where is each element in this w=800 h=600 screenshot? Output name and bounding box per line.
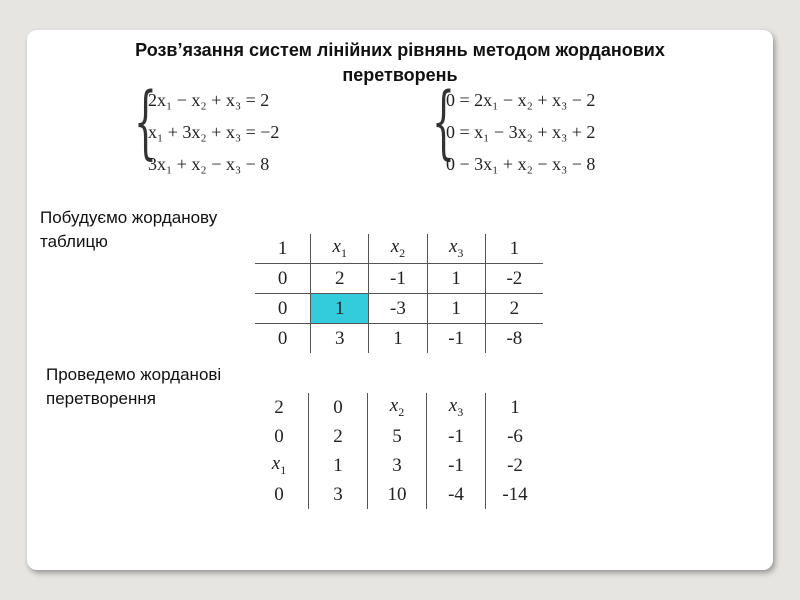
table-cell: 1 xyxy=(427,264,485,294)
table-cell: 5 xyxy=(368,422,427,451)
table-cell: 1 xyxy=(427,294,485,324)
right-brace-icon: { xyxy=(431,75,455,168)
var-x1-index: 1 xyxy=(280,462,287,477)
build-caption-line-2: таблицю xyxy=(40,232,108,251)
right-equation-1: 0 = 2x₁ − x₂ + x₃ − 2 xyxy=(446,90,596,110)
table-cell xyxy=(250,451,309,480)
right-equation-2: 0 = x₁ − 3x₂ + x₃ + 2 xyxy=(446,122,596,142)
table-cell: 0 xyxy=(255,324,311,354)
table-cell: -1 xyxy=(427,422,486,451)
table-cell: 0 xyxy=(255,264,311,294)
table-cell: 3 xyxy=(311,324,369,354)
left-equation-2: x₁ + 3x₂ + x₃ = −2 xyxy=(148,122,280,142)
transform-caption-line-1: Проведемо жорданові xyxy=(46,365,222,384)
var-x3: x xyxy=(448,395,458,417)
table-cell: -2 xyxy=(485,264,543,294)
table1-header-cell: 1 xyxy=(485,234,543,264)
table-cell: -3 xyxy=(369,294,427,324)
left-equation-3: 3x₁ + x₂ − x₃ − 8 xyxy=(148,154,270,174)
table2-header-cell: 2 xyxy=(274,396,284,418)
table2-header-row xyxy=(250,393,544,422)
var-x3-index: 3 xyxy=(457,404,464,419)
table-row xyxy=(255,294,543,324)
var-x1-index: 1 xyxy=(340,245,347,260)
table-row xyxy=(250,422,544,451)
var-x2-index: 2 xyxy=(398,404,405,419)
table-row xyxy=(255,264,543,294)
table-cell: -1 xyxy=(427,451,486,480)
table-cell: 0 xyxy=(274,483,284,505)
title-line-1: Розв’язання систем лінійних рівнянь методом жорданових xyxy=(135,40,665,60)
left-brace-icon: { xyxy=(133,75,157,168)
table-cell: 0 xyxy=(255,294,311,324)
table-cell: -4 xyxy=(427,480,486,509)
var-x2: x xyxy=(389,395,399,417)
table2-header-cell xyxy=(368,393,427,422)
table-cell: -6 xyxy=(486,422,545,451)
build-table-caption xyxy=(40,206,217,254)
table-row xyxy=(250,451,544,480)
table-cell: -2 xyxy=(486,451,545,480)
table1-header-row xyxy=(255,234,543,264)
var-x2: x xyxy=(390,236,400,258)
var-x2-index: 2 xyxy=(399,245,406,260)
table2-header-cell: 1 xyxy=(486,393,545,422)
table-cell: 2 xyxy=(311,264,369,294)
table2-header-cell xyxy=(427,393,486,422)
title-line-2: перетворень xyxy=(342,65,458,85)
table-cell: 0 xyxy=(274,425,284,447)
jordan-table-initial xyxy=(255,234,543,353)
right-equation-system xyxy=(430,75,650,186)
table-cell: -14 xyxy=(486,480,545,509)
slide-title xyxy=(0,38,800,88)
table-cell: -1 xyxy=(427,324,485,354)
table-cell: 2 xyxy=(309,422,368,451)
left-equation-system xyxy=(132,75,352,186)
table1-header-cell xyxy=(369,234,427,264)
table-cell: 3 xyxy=(309,480,368,509)
jordan-table-transformed xyxy=(250,393,544,509)
table-cell: 1 xyxy=(309,451,368,480)
table1-header-cell xyxy=(427,234,485,264)
var-x3-index: 3 xyxy=(457,245,464,260)
right-equation-3: 0 − 3x₁ + x₂ − x₃ − 8 xyxy=(446,154,596,174)
table-cell: 1 xyxy=(369,324,427,354)
var-x1: x xyxy=(271,453,281,475)
pivot-cell: 1 xyxy=(311,294,369,324)
table1-header-cell xyxy=(311,234,369,264)
left-equation-1: 2x₁ − x₂ + x₃ = 2 xyxy=(148,90,270,110)
table-cell: 10 xyxy=(368,480,427,509)
var-x3: x xyxy=(448,236,458,258)
table-row xyxy=(255,324,543,354)
table1-header-cell: 1 xyxy=(277,237,288,259)
table-cell: 2 xyxy=(485,294,543,324)
transform-caption xyxy=(46,363,221,411)
table-cell: -1 xyxy=(369,264,427,294)
table2-header-cell: 0 xyxy=(309,393,368,422)
var-x1: x xyxy=(332,236,341,258)
transform-caption-line-2: перетворення xyxy=(46,389,156,408)
table-cell: 3 xyxy=(368,451,427,480)
table-row xyxy=(250,480,544,509)
build-caption-line-1: Побудуємо жорданову xyxy=(40,208,218,227)
table-cell: -8 xyxy=(485,324,543,354)
